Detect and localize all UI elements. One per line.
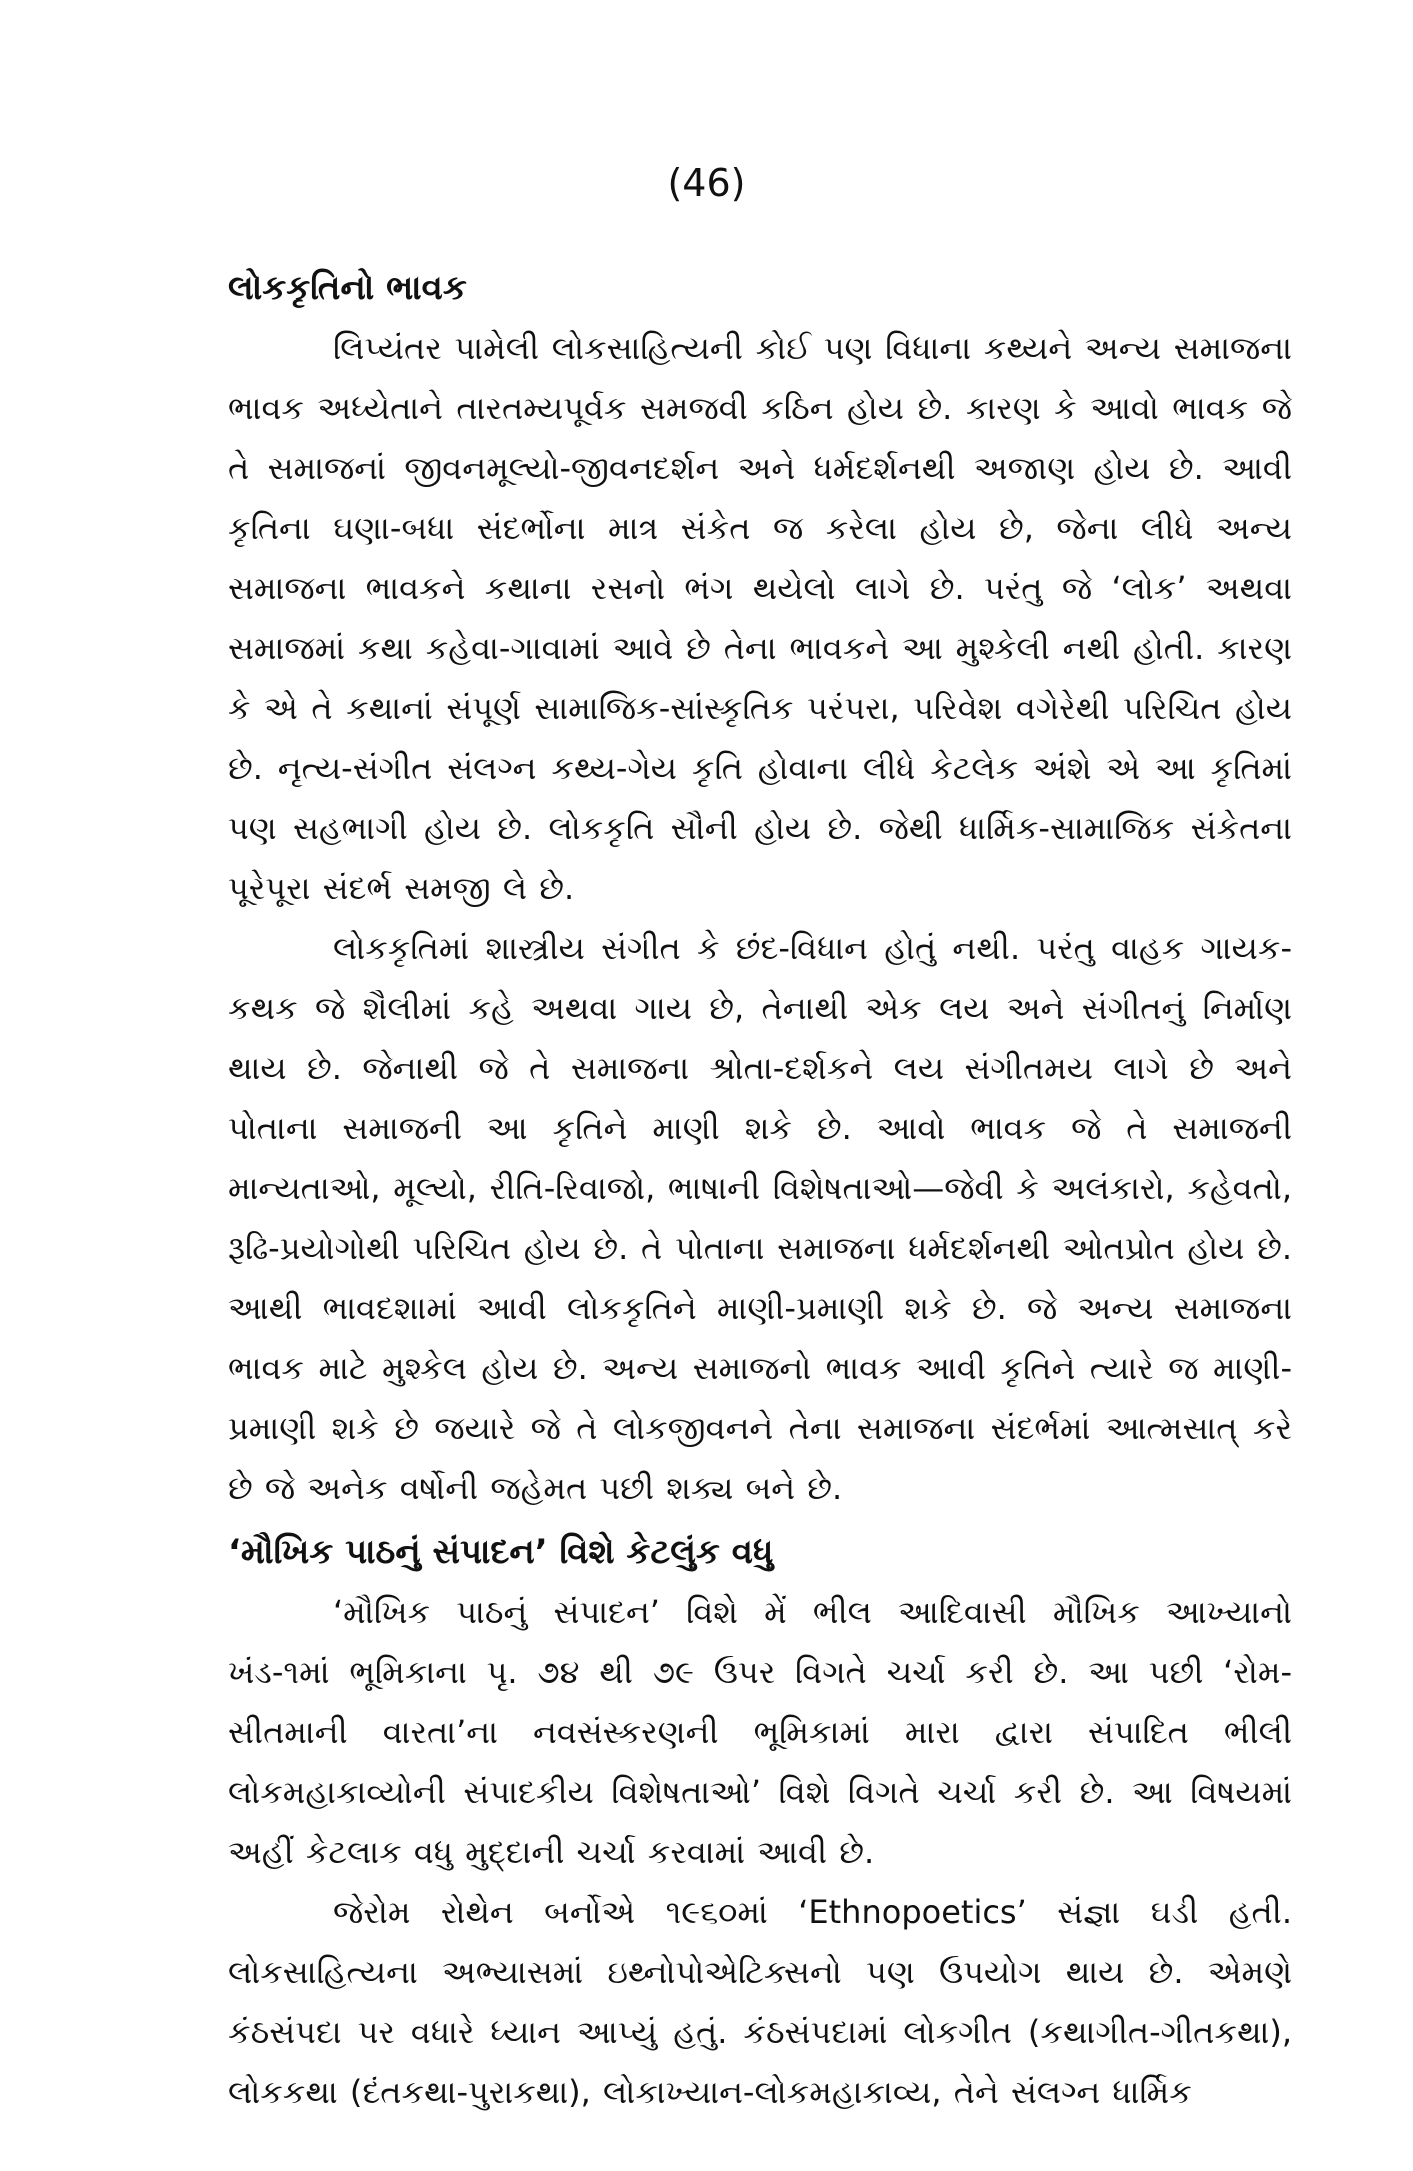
paragraph: ‘મૌખિક પાઠનું સંપાદન’ વિશે મેં ભીલ આદિવાસી મૌખિક આખ્યાનો ખંડ-૧માં ભૂમિકાના પૃ. ૭૪ થી ૭૯ ઉપર વિગતે ચર્ચા કરી છે. આ પછી ‘રોમ-સીતમાની વારતા’ના નવસંસ્કરણની ભૂમિકામાં મારા દ્વારા સંપાદિત ભીલી લોકમહાકાવ્યોની સંપાદકીય વિશેષતાઓ’ વિશે વિગતે ચર્ચા કરી છે. આ વિષયમાં અહીં કેટલાક વધુ મુદ્દાની ચર્ચા કરવામાં આવી છે. — [228, 1593, 1292, 1871]
page-content — [228, 258, 1292, 2122]
page-number: (46) — [667, 161, 746, 205]
paragraph: લોકકૃતિમાં શાસ્ત્રીય સંગીત કે છંદ-વિધાન હોતું નથી. પરંતુ વાહક ગાયક-કથક જે શૈલીમાં કહે અથવા ગાય છે, તેનાથી એક લય અને સંગીતનું નિર્માણ થાય છે. જેનાથી જે તે સમાજના શ્રોતા-દર્શકને લય સંગીતમય લાગે છે અને પોતાના સમાજની આ કૃતિને માણી શકે છે. આવો ભાવક જે તે સમાજની માન્યતાઓ, મૂલ્યો, રીતિ-રિવાજો, ભાષાની વિશેષતાઓ—જેવી કે અલંકારો, કહેવતો, રૂઢિ-પ્રયોગોથી પરિચિત હોય છે. તે પોતાના સમાજના ધર્મદર્શનથી ઓતપ્રોત હોય છે. આથી ભાવદશામાં આવી લોકકૃતિને માણી-પ્રમાણી શકે છે. જે અન્ય સમાજના ભાવક માટે મુશ્કેલ હોય છે. અન્ય સમાજનો ભાવક આવી કૃતિને ત્યારે જ માણી-પ્રમાણી શકે છે જયારે જે તે લોકજીવનને તેના સમાજના સંદર્ભમાં આત્મસાત્ કરે છે જે અનેક વર્ષોની જહેમત પછી શક્ય બને છે. — [228, 929, 1292, 1507]
section-heading-oral-text-editing: ‘મૌખિક પાઠનું સંપાદન’ વિશે કેટલુંક વધુ — [228, 1532, 774, 1572]
paragraph: જેરોમ રોથેન બર્નોએ ૧૯૬૦માં ‘Ethnopoetics’ સંજ્ઞા ઘડી હતી. લોકસાહિત્યના અભ્યાસમાં ઇથ્નોપોએટિક્સનો પણ ઉપયોગ થાય છે. એમણે કંઠસંપદા પર વધારે ધ્યાન આપ્યું હતું. કંઠસંપદામાં લોકગીત (કથાગીત-ગીતકથા), લોકકથા (દંતકથા-પુરાકથા), લોકાખ્યાન-લોકમહાકાવ્ય, તેને સંલગ્ન ધાર્મિક — [228, 1893, 1292, 2111]
paragraph: લિપ્યંતર પામેલી લોકસાહિત્યની કોઈ પણ વિધાના કથ્યને અન્ય સમાજના ભાવક અધ્યેતાને તારતમ્યપૂર્વક સમજવી કઠિન હોય છે. કારણ કે આવો ભાવક જે તે સમાજનાં જીવનમૂલ્યો-જીવનદર્શન અને ધર્મદર્શનથી અજાણ હોય છે. આવી કૃતિના ઘણા-બધા સંદર્ભોના માત્ર સંકેત જ કરેલા હોય છે, જેના લીધે અન્ય સમાજના ભાવકને કથાના રસનો ભંગ થયેલો લાગે છે. પરંતુ જે ‘લોક’ અથવા સમાજમાં કથા કહેવા-ગાવામાં આવે છે તેના ભાવકને આ મુશ્કેલી નથી હોતી. કારણ કે એ તે કથાનાં સંપૂર્ણ સામાજિક-સાંસ્કૃતિક પરંપરા, પરિવેશ વગેરેથી પરિચિત હોય છે. નૃત્ય-સંગીત સંલગ્ન કથ્ય-ગેય કૃતિ હોવાના લીધે કેટલેક અંશે એ આ કૃતિમાં પણ સહભાગી હોય છે. લોકકૃતિ સૌની હોય છે. જેથી ધાર્મિક-સામાજિક સંકેતના પૂરેપૂરા સંદર્ભ સમજી લે છે. — [228, 329, 1292, 907]
section-heading-folk-work-reader: લોકકૃતિનો ભાવક — [228, 268, 467, 308]
